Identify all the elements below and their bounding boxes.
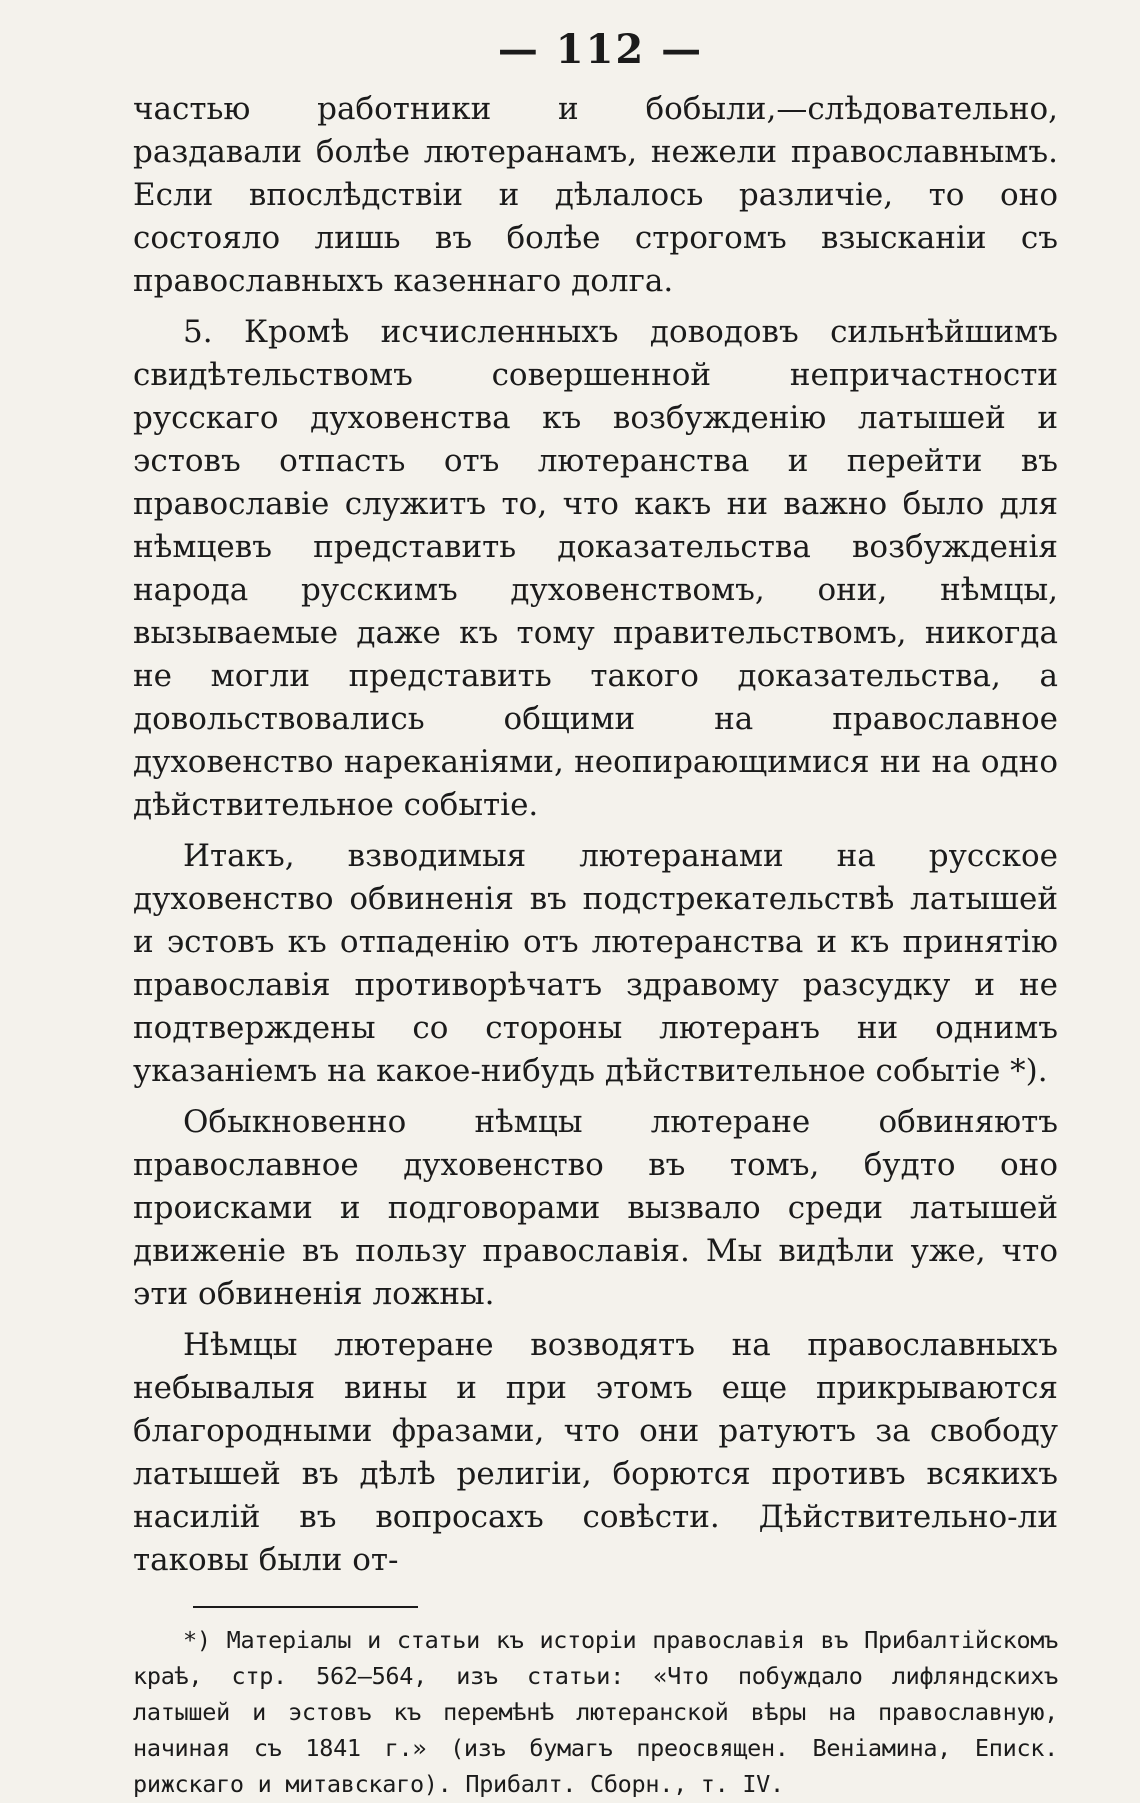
paragraph-3: Итакъ, взводимыя лютеранами на русское духовенство обвиненія въ подстрекательствѣ латышей и эстовъ къ отпаденію отъ лютеранства и къ принятію православія противорѣчатъ здравому разсудку и не подтверждены со стороны лютеранъ ни однимъ указаніемъ на какое-нибудь дѣйствительное событіе *). (133, 838, 1058, 1089)
paragraph-5: Нѣмцы лютеране возводятъ на православныхъ небывалыя вины и при этомъ еще прикрываются благородными фразами, что они ратуютъ за свободу латышей въ дѣлѣ религіи, борются противъ всякихъ насилій въ вопросахъ совѣсти. Дѣйствительно-ли таковы были от- (133, 1327, 1058, 1578)
main-text (133, 88, 1058, 1582)
paragraph-2: 5. Кромѣ исчисленныхъ доводовъ сильнѣйшимъ свидѣтельствомъ совершенной непричастности русскаго духовенства къ возбужденію латышей и эстовъ отпасть отъ лютеранства и перейти въ православіе служитъ то, что какъ ни важно было для нѣмцевъ представить доказательства возбужденія народа русскимъ духовенствомъ, они, нѣмцы, вызываемые даже къ тому правительствомъ, никогда не могли представить такого доказательства, а довольствовались общими на православное духовенство нареканіями, неопирающимися ни на одно дѣйствительное событіе. (133, 314, 1058, 823)
paragraph-4: Обыкновенно нѣмцы лютеране обвиняютъ православное духовенство въ томъ, будто оно происками и подговорами вызвало среди латышей движеніе въ пользу православія. Мы видѣли уже, что эти обвиненія ложны. (133, 1104, 1058, 1312)
footnote-divider (193, 1606, 418, 1608)
page-number: — 112 — (497, 26, 704, 73)
book-page (133, 22, 1058, 1802)
paragraph-1: частью работники и бобыли,—слѣдовательно, раздавали болѣе лютеранамъ, нежели православнымъ. Если впослѣдствіи и дѣлалось различіе, то оно состояло лишь въ болѣе строгомъ взысканіи съ православныхъ казеннаго долга. (133, 91, 1058, 299)
footnote: *) Матеріалы и статьи къ исторіи православія въ Прибалтійскомъ краѣ, стр. 562—564, изъ статьи: «Что побуждало лифляндскихъ латышей и эстовъ къ перемѣнѣ лютеранской вѣры на православную, начиная съ 1841 г.» (изъ бумагъ преосвящен. Веніамина, Еписк. рижскаго и митавскаго). Прибалт. Сборн., т. IV. (133, 1626, 1058, 1798)
